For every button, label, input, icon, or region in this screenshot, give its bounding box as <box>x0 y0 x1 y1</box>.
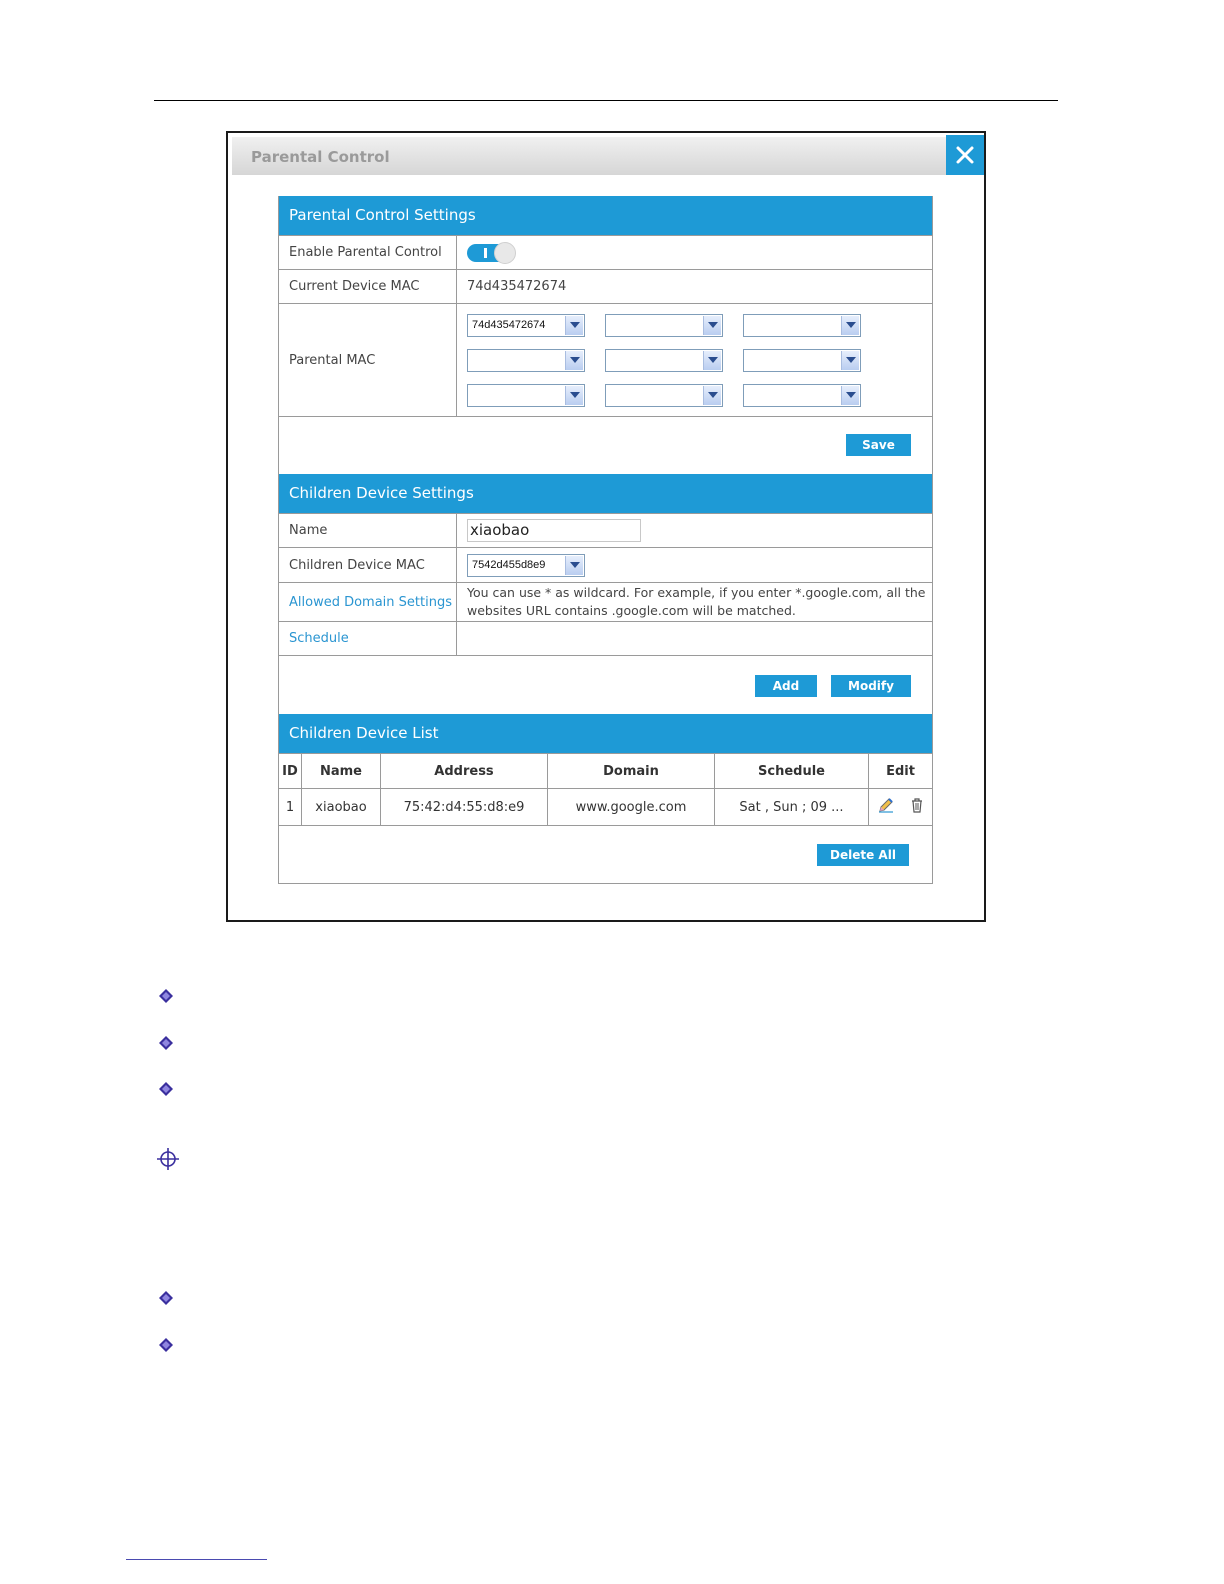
name-label: Name <box>279 514 457 547</box>
children-device-table <box>279 753 932 825</box>
cell-name: xiaobao <box>302 789 381 826</box>
add-modify-row <box>279 655 932 714</box>
delete-button[interactable] <box>910 797 924 817</box>
current-mac-row <box>279 269 932 303</box>
footer-rule <box>126 1559 267 1560</box>
delete-all-row <box>279 825 932 883</box>
parental-mac-select[interactable] <box>467 384 585 407</box>
enable-label: Enable Parental Control <box>279 236 457 269</box>
domain-hint: You can use * as wildcard. For example, if you enter *.google.com, all the websites URL contains .google.com will be matched. <box>467 585 926 618</box>
crosshair-icon <box>157 1148 179 1170</box>
table-header-row <box>279 754 932 789</box>
chevron-down-icon <box>565 556 583 575</box>
current-mac-value: 74d435472674 <box>467 279 567 294</box>
diamond-bullet-icon <box>159 989 173 1003</box>
chevron-down-icon <box>841 316 859 335</box>
name-input[interactable]: xiaobao <box>467 519 641 542</box>
children-settings-header: Children Device Settings <box>279 474 932 513</box>
cell-id: 1 <box>279 789 302 826</box>
chevron-down-icon <box>841 386 859 405</box>
cell-domain: www.google.com <box>548 789 715 826</box>
chevron-down-icon <box>703 386 721 405</box>
chevron-down-icon <box>565 386 583 405</box>
parental-mac-select[interactable] <box>743 349 861 372</box>
dialog-header <box>232 137 946 175</box>
close-button[interactable] <box>946 135 984 175</box>
children-list-header: Children Device List <box>279 714 932 753</box>
parental-mac-label: Parental MAC <box>279 304 457 416</box>
allowed-domain-link[interactable]: Allowed Domain Settings <box>279 583 457 621</box>
cell-schedule: Sat , Sun ; 09 ... <box>715 789 869 826</box>
column-header-schedule: Schedule <box>715 754 869 789</box>
chevron-down-icon <box>841 351 859 370</box>
enable-toggle[interactable] <box>467 242 517 264</box>
parental-mac-select[interactable] <box>743 314 861 337</box>
diamond-bullet-icon <box>159 1036 173 1050</box>
column-header-domain: Domain <box>548 754 715 789</box>
parental-mac-grid <box>467 306 861 415</box>
pencil-icon <box>877 796 895 814</box>
column-header-edit: Edit <box>869 754 933 789</box>
parental-control-dialog <box>226 131 986 922</box>
children-mac-label: Children Device MAC <box>279 548 457 582</box>
domain-row <box>279 582 932 621</box>
children-mac-row <box>279 547 932 582</box>
diamond-bullet-icon <box>159 1082 173 1096</box>
parental-mac-select[interactable] <box>605 384 723 407</box>
chevron-down-icon <box>565 351 583 370</box>
children-mac-select[interactable]: 7542d455d8e9 <box>467 554 585 577</box>
parental-mac-select[interactable] <box>743 384 861 407</box>
column-header-address: Address <box>381 754 548 789</box>
save-row <box>279 416 932 474</box>
delete-all-button[interactable]: Delete All <box>817 844 909 866</box>
chevron-down-icon <box>703 316 721 335</box>
edit-button[interactable] <box>877 796 895 818</box>
close-icon <box>955 145 975 165</box>
modify-button[interactable]: Modify <box>831 675 911 697</box>
dialog-title: Parental Control <box>251 148 390 166</box>
schedule-link[interactable]: Schedule <box>279 622 457 655</box>
column-header-id: ID <box>279 754 302 789</box>
cell-edit <box>869 789 933 826</box>
parental-settings-header: Parental Control Settings <box>279 196 932 235</box>
page-header-rule <box>154 100 1058 101</box>
parental-mac-select[interactable] <box>605 349 723 372</box>
schedule-row <box>279 621 932 655</box>
diamond-bullet-icon <box>159 1291 173 1305</box>
enable-row <box>279 235 932 269</box>
save-button[interactable]: Save <box>846 434 911 456</box>
cell-address: 75:42:d4:55:d8:e9 <box>381 789 548 826</box>
parental-settings-panel <box>278 196 933 884</box>
trash-icon <box>910 797 924 813</box>
parental-mac-row <box>279 303 932 416</box>
chevron-down-icon <box>703 351 721 370</box>
chevron-down-icon <box>565 316 583 335</box>
column-header-name: Name <box>302 754 381 789</box>
diamond-bullet-icon <box>159 1338 173 1352</box>
name-row <box>279 513 932 547</box>
table-row <box>279 789 932 826</box>
parental-mac-select[interactable] <box>605 314 723 337</box>
current-mac-label: Current Device MAC <box>279 270 457 303</box>
parental-mac-select[interactable]: 74d435472674 <box>467 314 585 337</box>
parental-mac-select[interactable] <box>467 349 585 372</box>
add-button[interactable]: Add <box>755 675 817 697</box>
